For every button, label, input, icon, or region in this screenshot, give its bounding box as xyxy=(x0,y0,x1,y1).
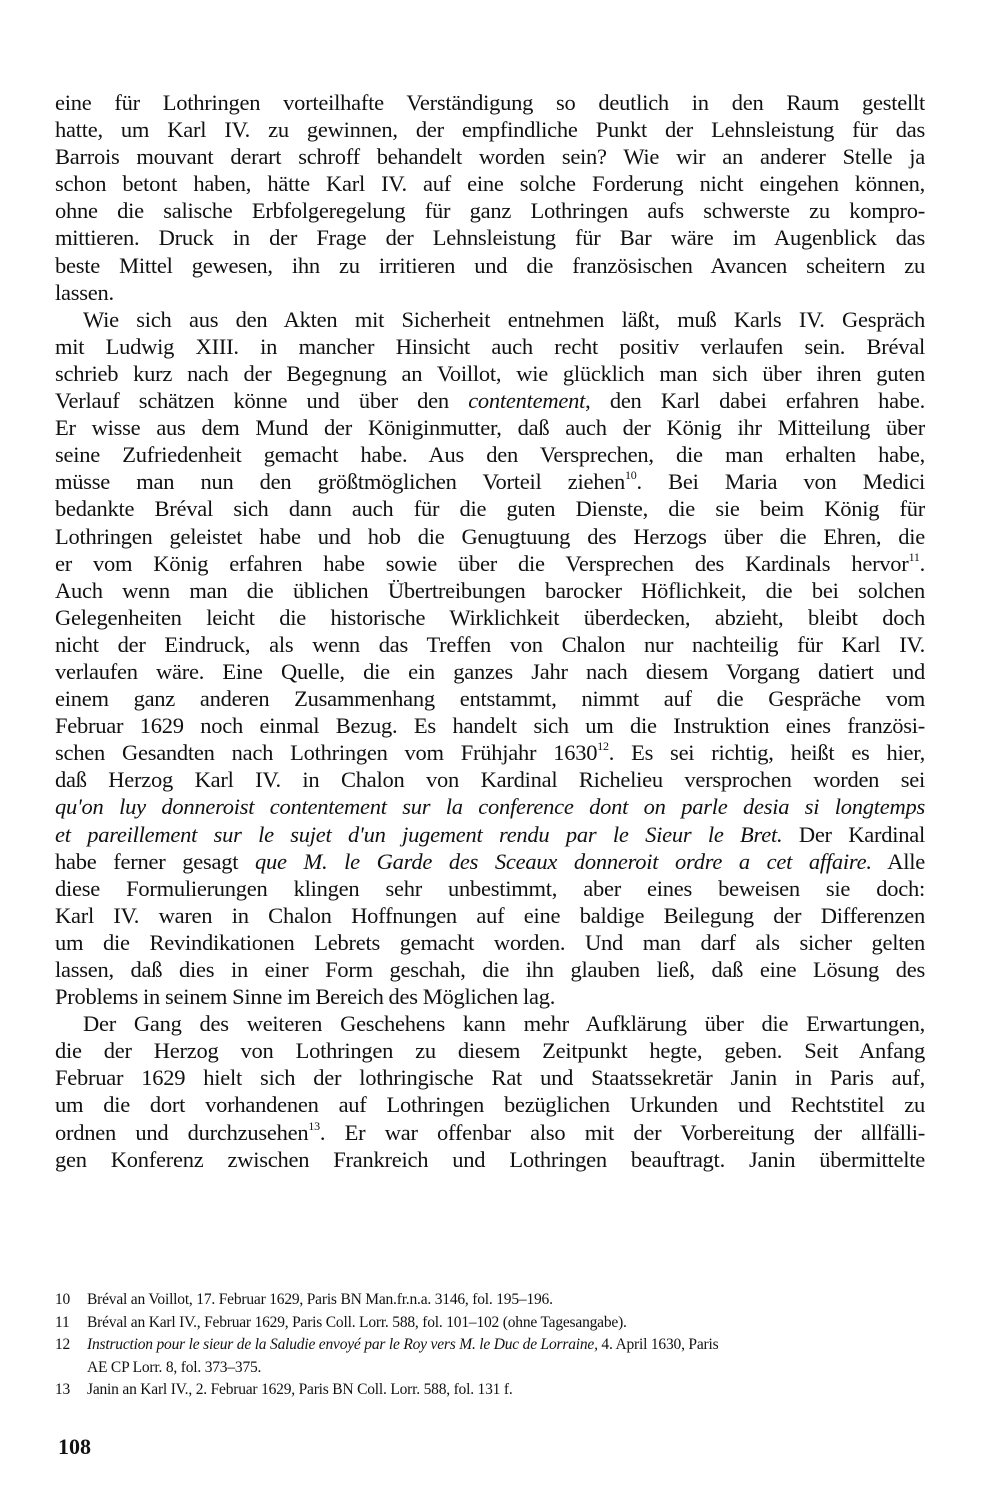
footnote-ref: 12 xyxy=(597,739,609,754)
text-line: Problems in seinem Sinne im Bereich des Möglichen lag. xyxy=(55,984,556,1010)
text-line: nicht der Eindruck, als wenn das Treffen von Chalon nur nachteilig für Karl IV. xyxy=(55,631,925,657)
footnote-number: 12 xyxy=(55,1336,71,1353)
text-line: Er wisse aus dem Mund der Königinmutter, daß auch der König ihr Mitteilung über xyxy=(55,415,925,441)
text-line: gen Konferenz zwischen Frankreich und Lothringen beauftragt. Janin übermittelte xyxy=(55,1146,925,1172)
footnote-continuation: AE CP Lorr. 8, fol. 373–375. xyxy=(87,1358,262,1376)
text-line: um die dort vorhandenen auf Lothringen bezüglichen Urkunden und Rechtstitel zu xyxy=(55,1092,925,1118)
footnote-number: 13 xyxy=(55,1381,71,1398)
footnote-text: Bréval an Voillot, 17. Februar 1629, Paris BN Man.fr.n.a. 3146, fol. 195–196. xyxy=(87,1291,553,1308)
text-line: ordnen und durchzusehen$^{13}$. Er war offenbar also mit der Vorbereitung der allfälli- xyxy=(55,1118,925,1145)
text-line: Februar 1629 noch einmal Bezug. Es handelt sich um die Instruktion eines französi- xyxy=(55,713,925,739)
text-line: schrieb kurz nach der Begegnung an Voillot, wie glücklich man sich über ihren guten xyxy=(55,360,925,386)
text-line: Karl IV. waren in Chalon Hoffnungen auf eine baldige Beilegung der Differenzen xyxy=(55,902,925,928)
footnote-number: 10 xyxy=(55,1291,71,1308)
text-line: bedankte Bréval sich dann auch für die guten Dienste, die sie beim König für xyxy=(55,496,925,522)
text-line: verlaufen wäre. Eine Quelle, die ein ganzes Jahr nach diesem Vorgang datiert und xyxy=(55,658,925,684)
text-line: mittieren. Druck in der Frage der Lehnsleistung für Bar wäre im Augenblick das xyxy=(55,225,925,251)
footnote xyxy=(55,1379,925,1402)
text-line: müsse man nun den größtmöglichen Vorteil ziehen$^{10}$. Bei Maria von Medici xyxy=(55,468,925,495)
page-number: 108 xyxy=(58,1434,91,1459)
text-line: eine für Lothringen vorteilhafte Verständigung so deutlich in den Raum gestellt xyxy=(55,90,925,115)
text-line: daß Herzog Karl IV. in Chalon von Kardinal Richelieu versprochen worden sei xyxy=(55,767,925,793)
footnote-ref: 13 xyxy=(308,1118,320,1133)
text-line: Lothringen geleistet habe und hob die Genugtuung des Herzogs über die Ehren, die xyxy=(55,523,925,549)
text-line: Wie sich aus den Akten mit Sicherheit entnehmen läßt, muß Karls IV. Gespräch xyxy=(83,306,925,332)
text-line: mit Ludwig XIII. in mancher Hinsicht auch recht positiv verlaufen sein. Bréval xyxy=(55,333,925,359)
text-line: lassen. xyxy=(55,279,114,305)
footnotes xyxy=(55,1289,925,1402)
text-line: Gelegenheiten leicht die historische Wirklichkeit überdecken, abzieht, bleibt doch xyxy=(55,604,925,630)
text-line: um die Revindikationen Lebrets gemacht worden. Und man darf als sicher gelten xyxy=(55,929,925,955)
body-text xyxy=(55,89,925,1173)
text-line: Auch wenn man die üblichen Übertreibungen barocker Höflichkeit, die bei solchen xyxy=(55,577,925,603)
text-line: lassen, daß dies in einer Form geschah, die ihn glauben ließ, daß eine Lösung des xyxy=(55,957,925,982)
text-line: seine Zufriedenheit gemacht habe. Aus den Versprechen, die man erhalten habe, xyxy=(55,442,925,468)
text-line: et pareillement sur le sujet d'un jugement rendu par le Sieur le Bret. Der Kardinal xyxy=(55,821,925,847)
text-line: er vom König erfahren habe sowie über die Versprechen des Kardinals hervor$^{11}$. xyxy=(55,549,925,576)
text-line: diese Formulierungen klingen sehr unbestimmt, aber eines beweisen sie doch: xyxy=(55,875,925,901)
text-line: beste Mittel gewesen, ihn zu irritieren und die französischen Avancen scheitern zu xyxy=(55,252,925,278)
footnote-ref: 10 xyxy=(624,468,637,483)
text-line: die der Herzog von Lothringen zu diesem Zeitpunkt hegte, geben. Seit Anfang xyxy=(55,1038,925,1064)
text-line: einem ganz anderen Zusammenhang entstammt, nimmt auf die Gespräche vom xyxy=(55,686,925,712)
text-line: qu'on luy donneroist contentement sur la conference dont on parle desia si longtemps xyxy=(55,794,925,820)
text-line: schon betont haben, hätte Karl IV. auf eine solche Forderung nicht eingehen können, xyxy=(55,171,925,197)
footnote-ref: 11 xyxy=(908,549,920,564)
text-line: Der Gang des weiteren Geschehens kann mehr Aufklärung über die Erwartungen, xyxy=(83,1011,925,1037)
text-line: ohne die salische Erbfolgeregelung für ganz Lothringen aufs schwerste zu kompro- xyxy=(55,198,925,224)
text-line: habe ferner gesagt que M. le Garde des Sceaux donneroit ordre a cet affaire. Alle xyxy=(55,848,925,874)
text-line: Verlauf schätzen könne und über den contentement, den Karl dabei erfahren habe. xyxy=(55,388,925,414)
text-line: Februar 1629 hielt sich der lothringische Rat und Staatssekretär Janin in Paris auf, xyxy=(55,1065,925,1091)
text-line: Barrois mouvant derart schroff behandelt worden sein? Wie wir an anderer Stelle ja xyxy=(55,144,925,170)
text-line: hatte, um Karl IV. zu gewinnen, der empfindliche Punkt der Lehnsleistung für das xyxy=(55,117,925,143)
text-line: schen Gesandten nach Lothringen vom Frühjahr 1630$^{12}$. Es sei richtig, heißt es hier, xyxy=(55,739,925,766)
footnote-text: Bréval an Karl IV., Februar 1629, Paris Coll. Lorr. 588, fol. 101–102 (ohne Tagesangabe). xyxy=(87,1313,627,1331)
footnote xyxy=(55,1289,925,1312)
footnote-number: 11 xyxy=(55,1313,70,1331)
footnote-text: Instruction pour le sieur de la Saludie envoyé par le Roy vers M. le Duc de Lorraine, 4. April 1630, Paris xyxy=(87,1336,719,1353)
footnote xyxy=(55,1312,925,1335)
footnote-text: Janin an Karl IV., 2. Februar 1629, Paris BN Coll. Lorr. 588, fol. 131 f. xyxy=(87,1381,513,1398)
footnote xyxy=(55,1334,925,1357)
